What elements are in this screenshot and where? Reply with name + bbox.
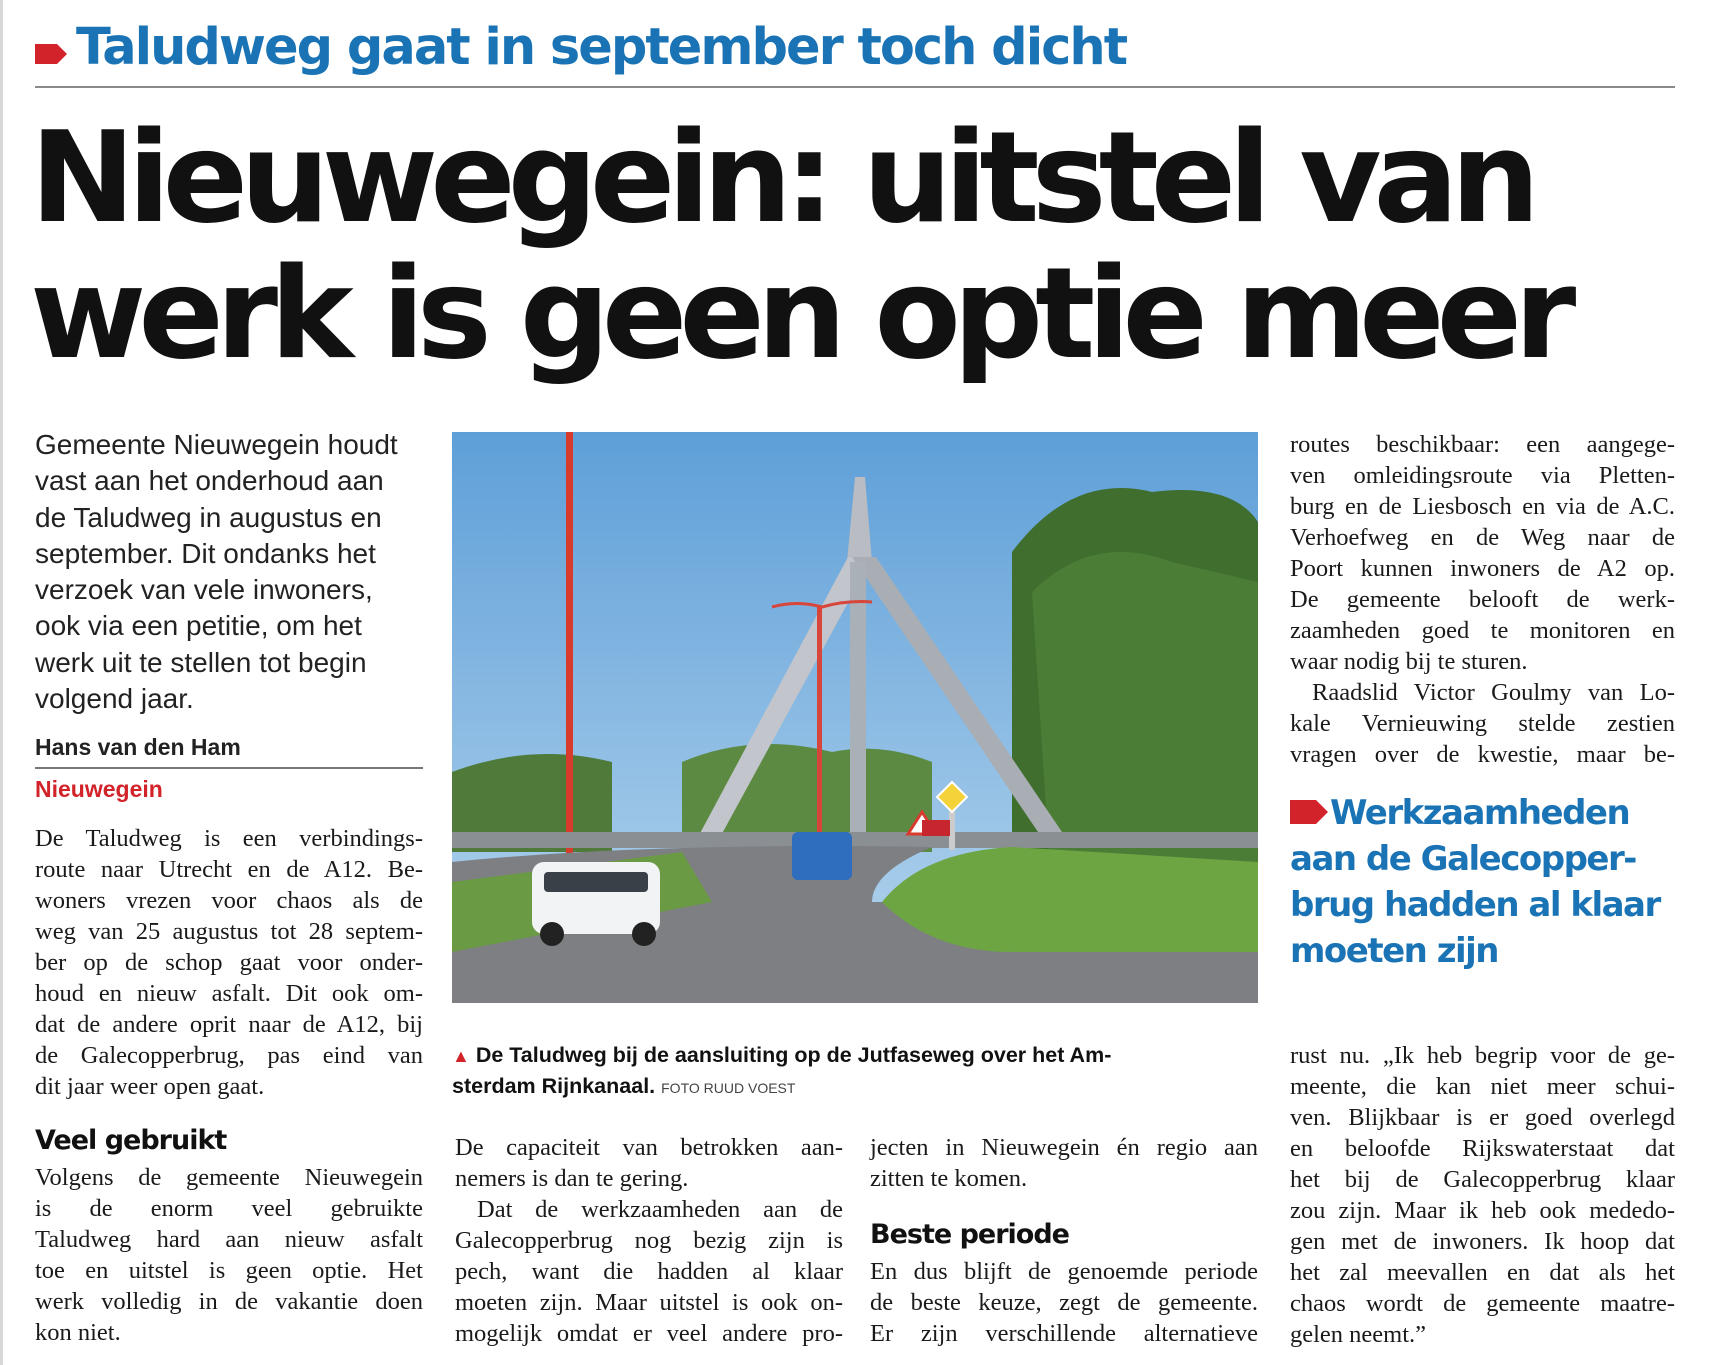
text-line: meente, die kan niet meer schui- bbox=[1290, 1073, 1675, 1100]
text-line: De Taludweg is een verbindings- bbox=[35, 825, 423, 852]
lead-line: volgend jaar. bbox=[35, 683, 194, 715]
text-line: het bij de Galecopperbrug klaar bbox=[1290, 1166, 1675, 1193]
text-line: Poort kunnen inwoners de A2 op. bbox=[1290, 555, 1675, 582]
lead-paragraph bbox=[35, 427, 427, 717]
text-line: De capaciteit van betrokken aan- bbox=[455, 1134, 843, 1161]
text-line: burg en de Liesbosch en via de A.C. bbox=[1290, 493, 1675, 520]
byline-rule bbox=[35, 767, 423, 769]
pull-quote-line: aan de Galecopper- bbox=[1290, 839, 1636, 879]
lead-line: vast aan het onderhoud aan bbox=[35, 465, 384, 497]
top-rule bbox=[35, 86, 1675, 88]
text-line: ven omleidingsroute via Pletten- bbox=[1290, 462, 1675, 489]
text-line: rust nu. „Ik heb begrip voor de ge- bbox=[1290, 1042, 1675, 1069]
photo-caption bbox=[452, 1040, 1258, 1103]
dateline-location: Nieuwegein bbox=[35, 776, 163, 802]
headline-line: werk is geen optie meer bbox=[30, 240, 1569, 387]
text-line: de beste keuze, zegt de gemeente. bbox=[870, 1289, 1258, 1316]
text-line: moeten zijn. Maar uitstel is ook on- bbox=[455, 1289, 843, 1316]
subhead-beste-periode: Beste periode bbox=[870, 1219, 1069, 1250]
text-line: jecten in Nieuwegein én regio aan bbox=[870, 1134, 1258, 1161]
page-edge-line bbox=[0, 0, 3, 1365]
article-photo-bridge bbox=[452, 432, 1258, 1003]
kicker-title: Taludweg gaat in september toch dicht bbox=[76, 18, 1127, 77]
lead-line: ook via een petitie, om het bbox=[35, 610, 362, 642]
byline-author: Hans van den Ham bbox=[35, 734, 241, 760]
lead-line: Gemeente Nieuwegein houdt bbox=[35, 429, 398, 460]
text-line: het zal meevallen en dat als het bbox=[1290, 1259, 1675, 1286]
text-line: Er zijn verschillende alternatieve bbox=[870, 1320, 1258, 1347]
text-line: werk volledig in de vakantie doen bbox=[35, 1288, 423, 1315]
caption-triangle-icon: ▲ bbox=[452, 1046, 470, 1066]
photo-credit: FOTO RUUD VOEST bbox=[661, 1080, 796, 1096]
text-line: Dat de werkzaamheden aan de bbox=[477, 1196, 843, 1223]
text-line: pech, want die hadden al klaar bbox=[455, 1258, 843, 1285]
headline bbox=[30, 104, 1680, 387]
caption-text-2: sterdam Rijnkanaal. bbox=[452, 1074, 656, 1098]
lead-line: september. Dit ondanks het bbox=[35, 537, 376, 569]
column-1-paragraph bbox=[35, 823, 423, 1102]
text-line: Verhoefweg en de Weg naar de bbox=[1290, 524, 1675, 551]
text-line: Taludweg hard aan nieuw asfalt bbox=[35, 1226, 423, 1253]
lead-line: werk uit te stellen tot begin bbox=[35, 646, 367, 678]
arrow-marker-icon bbox=[35, 42, 67, 66]
text-line: de Galecopperbrug, pas eind van bbox=[35, 1042, 423, 1069]
text-line: Galecopperbrug nog bezig zijn is bbox=[455, 1227, 843, 1254]
text-line: De gemeente belooft de werk- bbox=[1290, 586, 1675, 613]
text-line: houd en nieuw asfalt. Dit ook om- bbox=[35, 980, 423, 1007]
column-1-paragraph-2 bbox=[35, 1162, 423, 1348]
caption-text: De Taludweg bij de aansluiting op de Jutfaseweg over het Am- bbox=[475, 1043, 1112, 1067]
text-line: chaos wordt de gemeente maatre- bbox=[1290, 1290, 1675, 1317]
pull-quote-line: Werkzaamheden bbox=[1330, 793, 1630, 833]
column-2-paragraph bbox=[455, 1132, 843, 1194]
column-4-paragraph-3 bbox=[1290, 1040, 1675, 1350]
lead-line: verzoek van vele inwoners, bbox=[35, 574, 373, 606]
text-line: gelen neemt.” bbox=[1290, 1321, 1427, 1348]
text-line: zitten te komen. bbox=[870, 1165, 1028, 1192]
text-line: En dus blijft de genoemde periode bbox=[870, 1258, 1258, 1285]
text-line: gen met de inwoners. Ik hoop dat bbox=[1290, 1228, 1675, 1255]
text-line: ven. Blijkbaar is er goed overlegd bbox=[1290, 1104, 1675, 1131]
column-3-paragraph-2 bbox=[870, 1256, 1258, 1349]
text-line: ber op de schop gaat voor onder- bbox=[35, 949, 423, 976]
text-line: woners vrezen voor chaos als de bbox=[35, 887, 423, 914]
text-line: weg van 25 augustus tot 28 septem- bbox=[35, 918, 423, 945]
text-line: waar nodig bij te sturen. bbox=[1290, 648, 1528, 675]
lead-line: de Taludweg in augustus en bbox=[35, 501, 382, 533]
column-4-paragraph bbox=[1290, 429, 1675, 770]
text-line: dat de andere oprit naar de A12, bij bbox=[35, 1011, 423, 1038]
subhead-veel-gebruikt: Veel gebruikt bbox=[35, 1125, 227, 1156]
text-line: zaamheden goed te monitoren en bbox=[1290, 617, 1675, 644]
headline-line: Nieuwegein: uitstel van bbox=[30, 104, 1533, 251]
text-line: zou zijn. Maar ik heb ook mededo- bbox=[1290, 1197, 1675, 1224]
text-line: mogelijk omdat er veel andere pro- bbox=[455, 1320, 843, 1347]
text-line: Volgens de gemeente Nieuwegein bbox=[35, 1164, 423, 1191]
text-line: is de enorm veel gebruikte bbox=[35, 1195, 423, 1222]
text-line: routes beschikbaar: een aangege- bbox=[1290, 431, 1675, 458]
text-line: nemers is dan te gering. bbox=[455, 1165, 689, 1192]
pull-quote-line: brug hadden al klaar bbox=[1290, 885, 1660, 925]
text-line: kon niet. bbox=[35, 1319, 121, 1346]
text-line: vragen over de kwestie, maar be- bbox=[1290, 741, 1675, 768]
text-line: kale Vernieuwing stelde zestien bbox=[1290, 710, 1675, 737]
arrow-marker-icon bbox=[1290, 797, 1330, 827]
column-2-paragraph-2 bbox=[455, 1194, 843, 1349]
text-line: en beloofde Rijkswaterstaat dat bbox=[1290, 1135, 1675, 1162]
text-line: Raadslid Victor Goulmy van Lo- bbox=[1312, 679, 1675, 706]
text-line: toe en uitstel is geen optie. Het bbox=[35, 1257, 423, 1284]
column-3-paragraph bbox=[870, 1132, 1258, 1194]
text-line: dit jaar weer open gaat. bbox=[35, 1073, 265, 1100]
pull-quote-line: moeten zijn bbox=[1290, 931, 1499, 971]
text-line: route naar Utrecht en de A12. Be- bbox=[35, 856, 423, 883]
pull-quote bbox=[1290, 790, 1670, 974]
